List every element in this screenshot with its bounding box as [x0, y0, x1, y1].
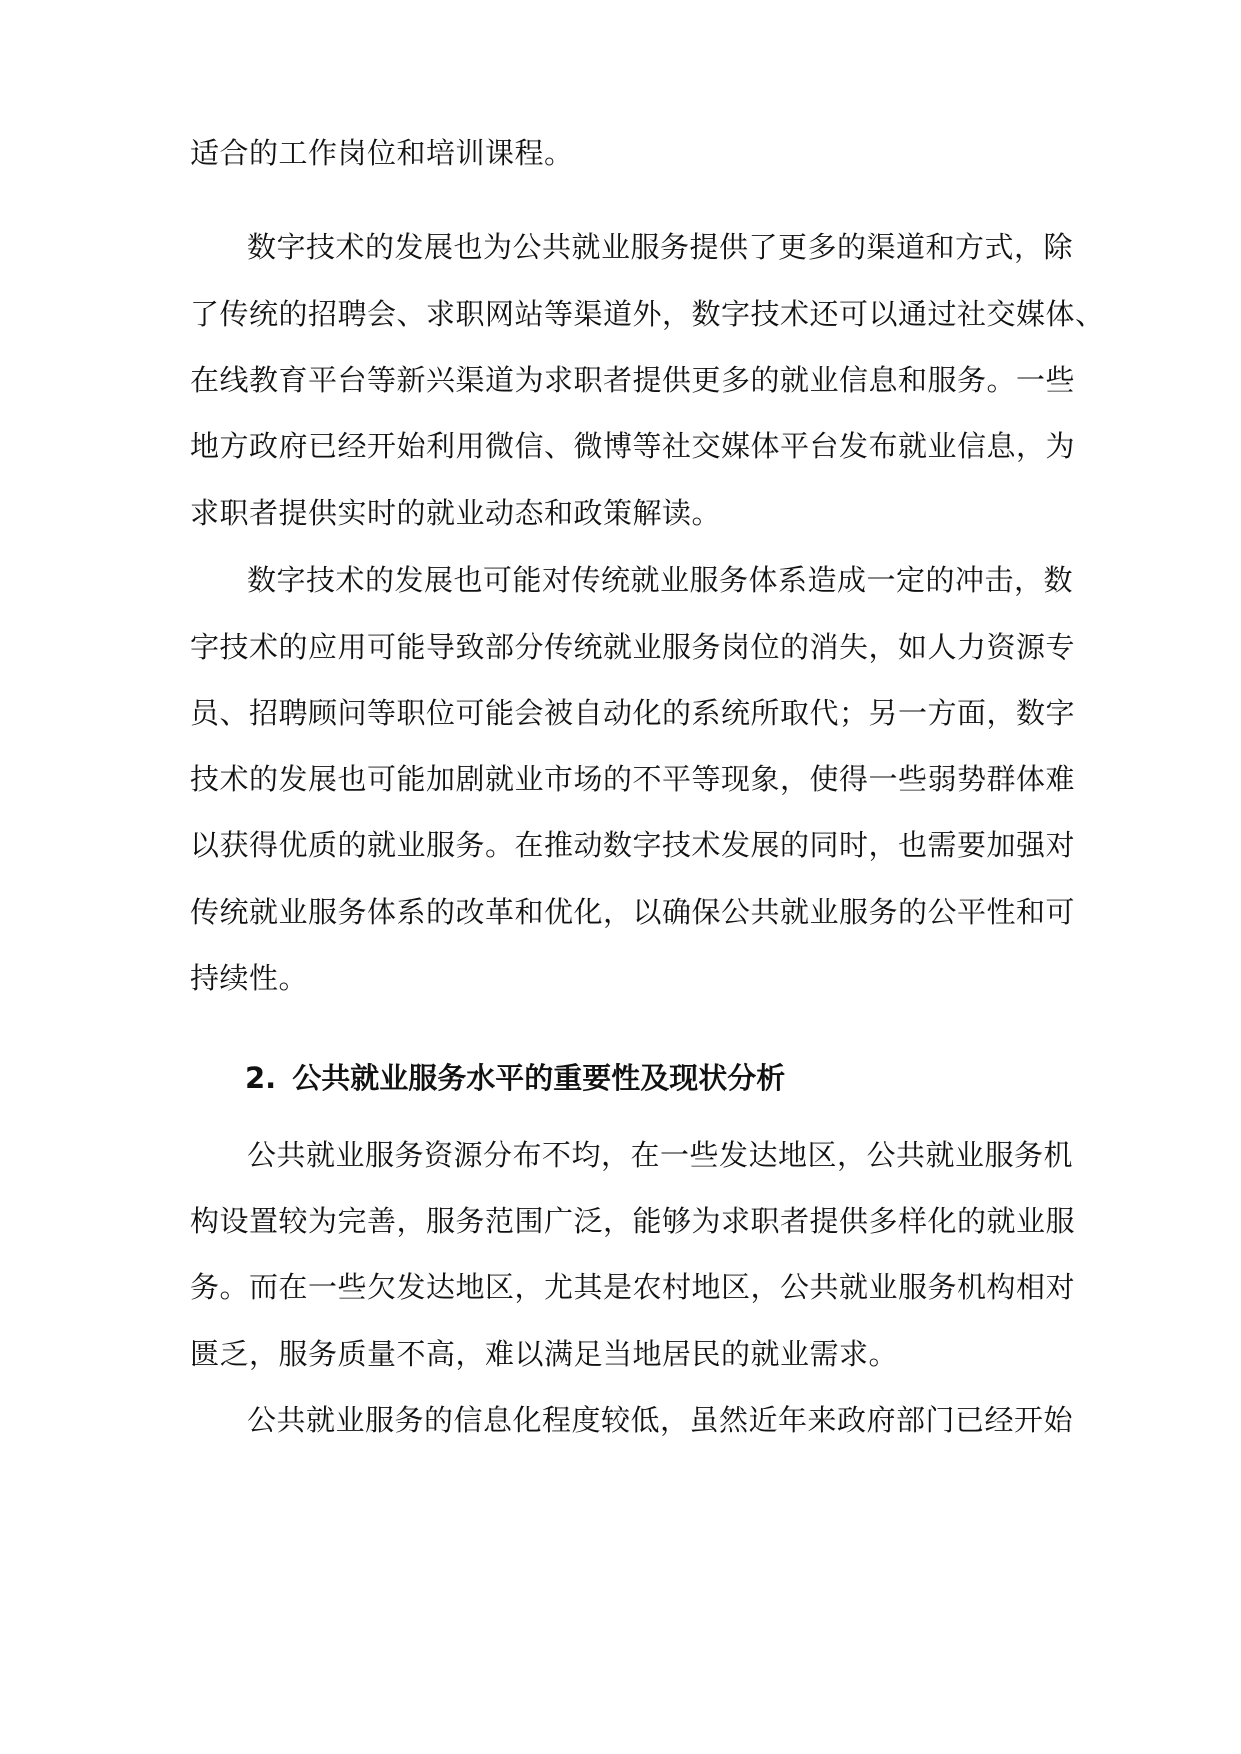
paragraph-line: 技术的发展也可能加剧就业市场的不平等现象，使得一些弱势群体难 [190, 762, 1076, 796]
section-heading [245, 1053, 1050, 1103]
paragraph-line: 员、招聘顾问等职位可能会被自动化的系统所取代；另一方面，数字 [190, 696, 1076, 730]
paragraph-line: 适合的工作岗位和培训课程。 [190, 136, 574, 170]
paragraph-line: 求职者提供实时的就业动态和政策解读。 [190, 496, 722, 530]
paragraph-line: 传统就业服务体系的改革和优化，以确保公共就业服务的公平性和可 [190, 895, 1076, 929]
paragraph-line: 持续性。 [190, 961, 309, 995]
paragraph-line: 匮乏，服务质量不高，难以满足当地居民的就业需求。 [190, 1337, 899, 1371]
section-title: 公共就业服务水平的重要性及现状分析 [292, 1061, 786, 1095]
section-number: 2. [245, 1061, 277, 1095]
paragraph-line: 构设置较为完善，服务范围广泛，能够为求职者提供多样化的就业服 [190, 1204, 1076, 1238]
paragraph-line: 字技术的应用可能导致部分传统就业服务岗位的消失，如人力资源专 [190, 630, 1076, 664]
paragraph-line: 了传统的招聘会、求职网站等渠道外，数字技术还可以通过社交媒体、 [190, 297, 1105, 331]
paragraph-line: 在线教育平台等新兴渠道为求职者提供更多的就业信息和服务。一些 [190, 363, 1076, 397]
paragraph-line: 公共就业服务的信息化程度较低，虽然近年来政府部门已经开始 [247, 1403, 1074, 1437]
paragraph-line: 地方政府已经开始利用微信、微博等社交媒体平台发布就业信息，为 [190, 429, 1076, 463]
paragraph-line: 数字技术的发展也可能对传统就业服务体系造成一定的冲击，数 [247, 563, 1074, 597]
paragraph-line: 数字技术的发展也为公共就业服务提供了更多的渠道和方式，除 [247, 230, 1074, 264]
paragraph-line: 公共就业服务资源分布不均，在一些发达地区，公共就业服务机 [247, 1138, 1074, 1172]
paragraph-line: 以获得优质的就业服务。在推动数字技术发展的同时，也需要加强对 [190, 828, 1076, 862]
paragraph-line: 务。而在一些欠发达地区，尤其是农村地区，公共就业服务机构相对 [190, 1270, 1076, 1304]
